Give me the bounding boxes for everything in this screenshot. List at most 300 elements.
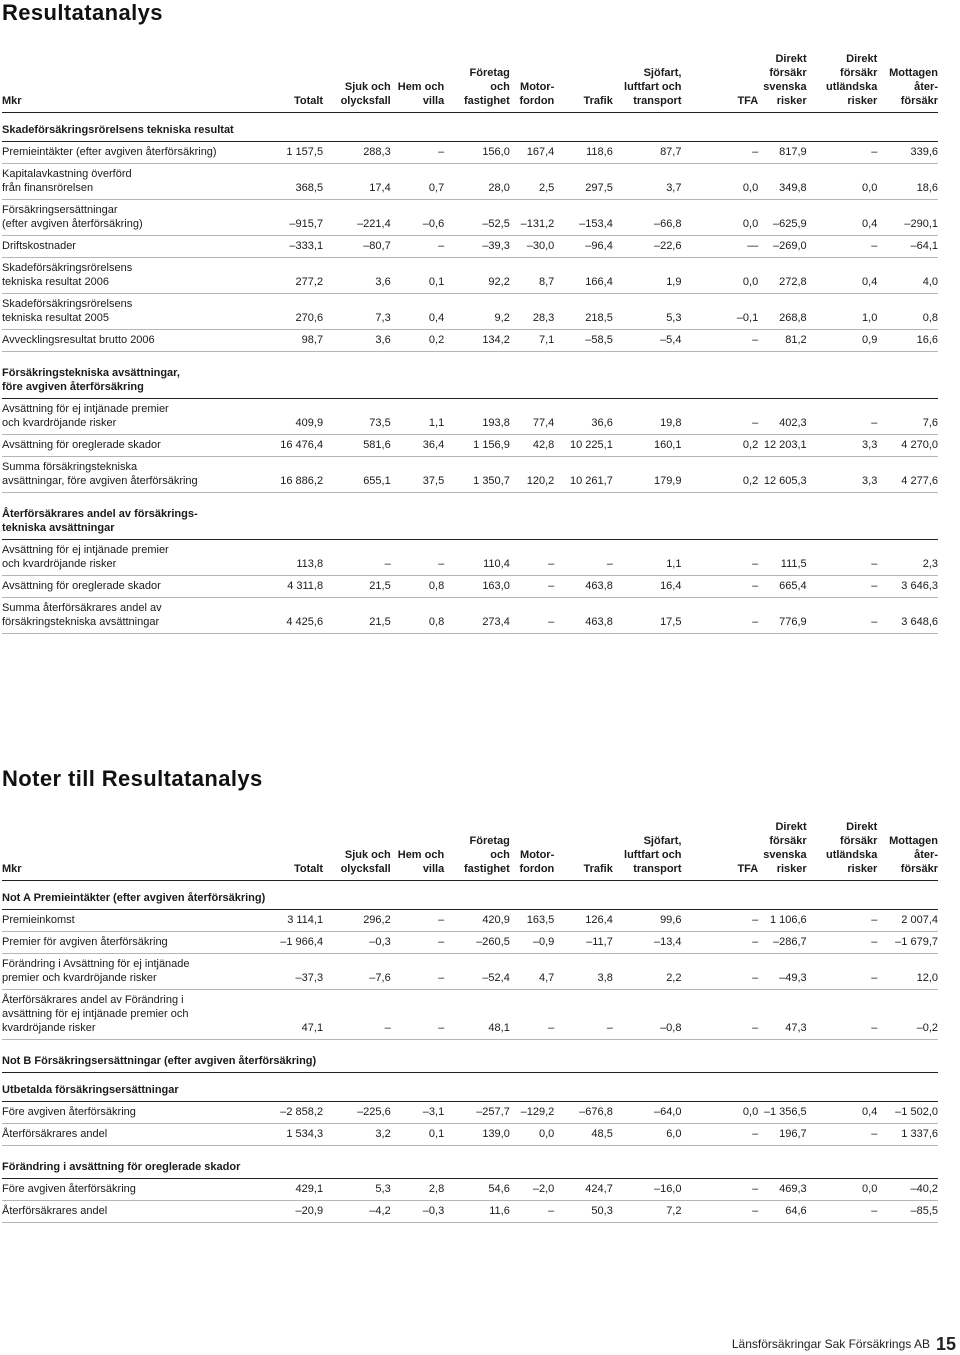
table-cell: 0,8 — [391, 576, 445, 598]
table-cell: 81,2 — [758, 330, 806, 352]
column-header: Totalt — [263, 52, 324, 113]
table-cell: –80,7 — [323, 236, 391, 258]
table-cell: – — [554, 540, 613, 576]
table-cell: –0,8 — [613, 990, 682, 1040]
row-label: Återförsäkrares andel av Förändring i avsättning för ej intjänade premier och kvardröjande risker — [2, 990, 263, 1040]
table-cell: 17,5 — [613, 598, 682, 634]
table-cell: – — [807, 1201, 878, 1223]
table-cell: 1,1 — [613, 540, 682, 576]
table-cell: 28,0 — [444, 164, 510, 200]
table-cell: 0,2 — [391, 330, 445, 352]
table-cell: –0,1 — [681, 294, 758, 330]
table-cell: 10 225,1 — [554, 435, 613, 457]
table-cell: – — [681, 1201, 758, 1223]
table-cell: – — [681, 1124, 758, 1146]
table-header-row — [2, 820, 938, 881]
table-cell: –7,6 — [323, 954, 391, 990]
table-cell: –3,1 — [391, 1102, 445, 1124]
table-cell: –0,9 — [510, 932, 554, 954]
table-cell: –225,6 — [323, 1102, 391, 1124]
table-cell: 0,0 — [807, 164, 878, 200]
table-cell: –96,4 — [554, 236, 613, 258]
table-cell: 463,8 — [554, 576, 613, 598]
table-cell: 3,6 — [323, 330, 391, 352]
column-header: Sjöfart, luftfart och transport — [613, 52, 682, 113]
column-header: Mottagen åter- försäkr — [877, 820, 938, 881]
table-cell: –153,4 — [554, 200, 613, 236]
table-cell: 160,1 — [613, 435, 682, 457]
table-cell: –1 966,4 — [263, 932, 324, 954]
table-cell: –0,3 — [323, 932, 391, 954]
table-cell: 3,3 — [807, 457, 878, 493]
column-header: Mottagen åter- försäkr — [877, 52, 938, 113]
table-row — [2, 236, 938, 258]
table-cell: 581,6 — [323, 435, 391, 457]
table-cell: 163,5 — [510, 910, 554, 932]
table-cell: – — [681, 598, 758, 634]
table-cell: 167,4 — [510, 142, 554, 164]
table-cell: 1 156,9 — [444, 435, 510, 457]
table-cell: –30,0 — [510, 236, 554, 258]
column-header: Företag och fastighet — [444, 52, 510, 113]
table-cell: 9,2 — [444, 294, 510, 330]
table-cell: 5,3 — [323, 1179, 391, 1201]
table-cell: –676,8 — [554, 1102, 613, 1124]
table-cell: – — [681, 142, 758, 164]
table-cell: 126,4 — [554, 910, 613, 932]
table-cell: –13,4 — [613, 932, 682, 954]
row-label: Avsättning för ej intjänade premier och kvardröjande risker — [2, 540, 263, 576]
table-row — [2, 1201, 938, 1223]
table-cell: 16,4 — [613, 576, 682, 598]
table-row — [2, 258, 938, 294]
table-cell: – — [807, 142, 878, 164]
table-cell: 12,0 — [877, 954, 938, 990]
table-cell: 368,5 — [263, 164, 324, 200]
notes-title: Noter till Resultatanalys — [2, 766, 263, 791]
table-cell: 0,7 — [391, 164, 445, 200]
table-cell: 36,4 — [391, 435, 445, 457]
table-row — [2, 540, 938, 576]
table-cell: 118,6 — [554, 142, 613, 164]
row-label: Avsättning för ej intjänade premier och kvardröjande risker — [2, 399, 263, 435]
table-cell: –1 356,5 — [758, 1102, 806, 1124]
table-cell: 1,9 — [613, 258, 682, 294]
table-header-row — [2, 52, 938, 113]
table-cell: 0,4 — [807, 258, 878, 294]
table-cell: 0,4 — [807, 1102, 878, 1124]
page-number: 15 — [935, 1334, 956, 1354]
table-cell: – — [807, 399, 878, 435]
table-cell: 47,1 — [263, 990, 324, 1040]
table-cell: –260,5 — [444, 932, 510, 954]
column-header: Trafik — [554, 820, 613, 881]
table-cell: –85,5 — [877, 1201, 938, 1223]
column-header: Hem och villa — [391, 820, 445, 881]
table-cell: 0,1 — [391, 1124, 445, 1146]
table-cell: –221,4 — [323, 200, 391, 236]
column-header: Direkt försäkr utländska risker — [807, 52, 878, 113]
table-cell: 98,7 — [263, 330, 324, 352]
row-label: Avsättning för oreglerade skador — [2, 576, 263, 598]
table-cell: 4 425,6 — [263, 598, 324, 634]
table-cell: 0,8 — [877, 294, 938, 330]
table-cell: – — [510, 1201, 554, 1223]
column-header: Sjuk och olycksfall — [323, 820, 391, 881]
row-label: Försäkringsersättningar (efter avgiven återförsäkring) — [2, 200, 263, 236]
table-cell: 3,6 — [323, 258, 391, 294]
table-cell: 339,6 — [877, 142, 938, 164]
table-cell: 0,9 — [807, 330, 878, 352]
table-cell: – — [391, 932, 445, 954]
table-cell: 7,2 — [613, 1201, 682, 1223]
section-heading-row — [2, 881, 938, 910]
table-cell: – — [510, 576, 554, 598]
table-row — [2, 1124, 938, 1146]
section-heading-row — [2, 113, 938, 142]
table-cell: – — [391, 910, 445, 932]
column-header: Mkr — [2, 820, 263, 881]
table-cell: – — [510, 990, 554, 1040]
table-row — [2, 932, 938, 954]
table-cell: 111,5 — [758, 540, 806, 576]
table-cell: 179,9 — [613, 457, 682, 493]
table-cell: 16 476,4 — [263, 435, 324, 457]
table-cell: –64,0 — [613, 1102, 682, 1124]
table-cell: 134,2 — [444, 330, 510, 352]
table-cell: 1,0 — [807, 294, 878, 330]
table-cell: 273,4 — [444, 598, 510, 634]
table-cell: 277,2 — [263, 258, 324, 294]
table-cell: 0,4 — [391, 294, 445, 330]
row-label: Skadeförsäkringsrörelsens tekniska resultat 2006 — [2, 258, 263, 294]
row-label: Premier för avgiven återförsäkring — [2, 932, 263, 954]
table-cell: –1 679,7 — [877, 932, 938, 954]
table-cell: 0,0 — [681, 1102, 758, 1124]
table-cell: 11,6 — [444, 1201, 510, 1223]
table-cell: 0,0 — [681, 200, 758, 236]
table-cell: 3 648,6 — [877, 598, 938, 634]
table-cell: 1 106,6 — [758, 910, 806, 932]
table-cell: 4,0 — [877, 258, 938, 294]
table-cell: –290,1 — [877, 200, 938, 236]
table-row — [2, 330, 938, 352]
row-label: Premieintäkter (efter avgiven återförsäkring) — [2, 142, 263, 164]
table-cell: – — [681, 330, 758, 352]
table-cell: 36,6 — [554, 399, 613, 435]
column-header: Företag och fastighet — [444, 820, 510, 881]
table-cell: 54,6 — [444, 1179, 510, 1201]
table-cell: – — [391, 990, 445, 1040]
section-heading-row — [2, 1073, 938, 1102]
table-cell: – — [681, 954, 758, 990]
table-cell: –0,2 — [877, 990, 938, 1040]
column-header: Direkt försäkr utländska risker — [807, 820, 878, 881]
table-cell: –1 502,0 — [877, 1102, 938, 1124]
table-cell: 3 646,3 — [877, 576, 938, 598]
table-cell: – — [807, 954, 878, 990]
table-row — [2, 142, 938, 164]
table-cell: 424,7 — [554, 1179, 613, 1201]
table-cell: –39,3 — [444, 236, 510, 258]
section-heading: Återförsäkrares andel av försäkrings- tekniska avsättningar — [2, 493, 938, 540]
table-cell: – — [807, 932, 878, 954]
table-cell: –20,9 — [263, 1201, 324, 1223]
table-cell: 409,9 — [263, 399, 324, 435]
table-cell: 113,8 — [263, 540, 324, 576]
table-cell: – — [510, 540, 554, 576]
column-header: Motor- fordon — [510, 52, 554, 113]
table-cell: – — [391, 236, 445, 258]
column-header: Totalt — [263, 820, 324, 881]
table-cell: 5,3 — [613, 294, 682, 330]
row-label: Förändring i Avsättning för ej intjänade premier och kvardröjande risker — [2, 954, 263, 990]
table-cell: – — [681, 910, 758, 932]
table-cell: 2 007,4 — [877, 910, 938, 932]
table-cell: 402,3 — [758, 399, 806, 435]
table-cell: 0,0 — [510, 1124, 554, 1146]
table-cell: 99,6 — [613, 910, 682, 932]
table-cell: 166,4 — [554, 258, 613, 294]
table-cell: –37,3 — [263, 954, 324, 990]
table-cell: 2,3 — [877, 540, 938, 576]
table-cell: 196,7 — [758, 1124, 806, 1146]
table-cell: 12 203,1 — [758, 435, 806, 457]
table-cell: 655,1 — [323, 457, 391, 493]
row-label: Kapitalavkastning överförd från finansrörelsen — [2, 164, 263, 200]
row-label: Driftskostnader — [2, 236, 263, 258]
section-heading: Not B Försäkringsersättningar (efter avgiven återförsäkring) — [2, 1040, 938, 1073]
table-row — [2, 164, 938, 200]
table-cell: 469,3 — [758, 1179, 806, 1201]
table-cell: 7,1 — [510, 330, 554, 352]
section-heading: Not A Premieintäkter (efter avgiven återförsäkring) — [2, 881, 938, 910]
table-cell: 19,8 — [613, 399, 682, 435]
table-cell: 0,8 — [391, 598, 445, 634]
table-cell: –0,6 — [391, 200, 445, 236]
table-row — [2, 399, 938, 435]
section-heading-row — [2, 352, 938, 399]
table-cell: 665,4 — [758, 576, 806, 598]
table-cell: –52,5 — [444, 200, 510, 236]
table-cell: – — [391, 954, 445, 990]
table-row — [2, 435, 938, 457]
table-cell: 268,8 — [758, 294, 806, 330]
column-header: TFA — [681, 820, 758, 881]
table-cell: 6,0 — [613, 1124, 682, 1146]
table-cell: – — [807, 910, 878, 932]
table-cell: –269,0 — [758, 236, 806, 258]
table-cell: 1 534,3 — [263, 1124, 324, 1146]
table-cell: 2,5 — [510, 164, 554, 200]
table-cell: 193,8 — [444, 399, 510, 435]
table-row — [2, 1102, 938, 1124]
row-label: Före avgiven återförsäkring — [2, 1179, 263, 1201]
column-header: Direkt försäkr svenska risker — [758, 52, 806, 113]
table-cell: 0,0 — [807, 1179, 878, 1201]
table-cell: 0,0 — [681, 258, 758, 294]
table-cell: 73,5 — [323, 399, 391, 435]
table-row — [2, 576, 938, 598]
table-cell: – — [681, 576, 758, 598]
table-cell: – — [681, 540, 758, 576]
row-label: Återförsäkrares andel — [2, 1201, 263, 1223]
table-cell: 42,8 — [510, 435, 554, 457]
section-heading-row — [2, 1040, 938, 1073]
table-cell: 817,9 — [758, 142, 806, 164]
table-cell: 21,5 — [323, 576, 391, 598]
table-cell: 139,0 — [444, 1124, 510, 1146]
table-cell: – — [554, 990, 613, 1040]
table-cell: 8,7 — [510, 258, 554, 294]
table-cell: 296,2 — [323, 910, 391, 932]
table-cell: –4,2 — [323, 1201, 391, 1223]
table-cell: 288,3 — [323, 142, 391, 164]
table-cell: –2,0 — [510, 1179, 554, 1201]
notes-table — [2, 820, 938, 1223]
table-cell: 0,0 — [681, 164, 758, 200]
page-title: Resultatanalys — [2, 0, 163, 25]
table-cell: 1 157,5 — [263, 142, 324, 164]
row-label: Premieinkomst — [2, 910, 263, 932]
table-cell: 0,4 — [807, 200, 878, 236]
table-cell: –333,1 — [263, 236, 324, 258]
table-cell: – — [807, 1124, 878, 1146]
table-cell: 270,6 — [263, 294, 324, 330]
table-cell: – — [681, 990, 758, 1040]
column-header: Hem och villa — [391, 52, 445, 113]
table-cell: 3,2 — [323, 1124, 391, 1146]
table-cell: 12 605,3 — [758, 457, 806, 493]
table-cell: 120,2 — [510, 457, 554, 493]
table-cell: –2 858,2 — [263, 1102, 324, 1124]
table-cell: 92,2 — [444, 258, 510, 294]
column-header: Motor- fordon — [510, 820, 554, 881]
table-cell: 3,3 — [807, 435, 878, 457]
table-cell: 7,3 — [323, 294, 391, 330]
table-cell: 272,8 — [758, 258, 806, 294]
table-cell: 776,9 — [758, 598, 806, 634]
table-cell: 17,4 — [323, 164, 391, 200]
table-cell: 37,5 — [391, 457, 445, 493]
table-cell: 10 261,7 — [554, 457, 613, 493]
table-cell: 87,7 — [613, 142, 682, 164]
table-cell: –129,2 — [510, 1102, 554, 1124]
table-cell: –915,7 — [263, 200, 324, 236]
table-cell: – — [807, 990, 878, 1040]
table-cell: – — [391, 540, 445, 576]
table-row — [2, 954, 938, 990]
column-header: TFA — [681, 52, 758, 113]
table-cell: 163,0 — [444, 576, 510, 598]
table-cell: 3 114,1 — [263, 910, 324, 932]
column-header: Sjöfart, luftfart och transport — [613, 820, 682, 881]
column-header: Trafik — [554, 52, 613, 113]
section-heading: Skadeförsäkringsrörelsens tekniska resultat — [2, 113, 938, 142]
table-cell: –286,7 — [758, 932, 806, 954]
row-label: Skadeförsäkringsrörelsens tekniska resultat 2005 — [2, 294, 263, 330]
table-cell: 349,8 — [758, 164, 806, 200]
section-heading-row — [2, 1146, 938, 1179]
table-cell: 3,7 — [613, 164, 682, 200]
table-cell: –5,4 — [613, 330, 682, 352]
table-cell: 4 270,0 — [877, 435, 938, 457]
footer-company: Länsförsäkringar Sak Försäkrings AB — [731, 1337, 930, 1351]
table-cell: 0,2 — [681, 435, 758, 457]
table-cell: –22,6 — [613, 236, 682, 258]
section-heading: Förändring i avsättning för oreglerade skador — [2, 1146, 938, 1179]
table-cell: 429,1 — [263, 1179, 324, 1201]
table-cell: 297,5 — [554, 164, 613, 200]
table-cell: –52,4 — [444, 954, 510, 990]
row-label: Återförsäkrares andel — [2, 1124, 263, 1146]
row-label: Summa försäkringstekniska avsättningar, före avgiven återförsäkring — [2, 457, 263, 493]
table-cell: 50,3 — [554, 1201, 613, 1223]
row-label: Avvecklingsresultat brutto 2006 — [2, 330, 263, 352]
table-cell: 16,6 — [877, 330, 938, 352]
table-row — [2, 200, 938, 236]
table-cell: — — [681, 236, 758, 258]
table-cell: –66,8 — [613, 200, 682, 236]
table-cell: 1,1 — [391, 399, 445, 435]
table-cell: 21,5 — [323, 598, 391, 634]
table-cell: 48,5 — [554, 1124, 613, 1146]
section-heading: Utbetalda försäkringsersättningar — [2, 1073, 938, 1102]
table-row — [2, 910, 938, 932]
table-cell: 48,1 — [444, 990, 510, 1040]
table-cell: 4 277,6 — [877, 457, 938, 493]
table-cell: –131,2 — [510, 200, 554, 236]
column-header: Sjuk och olycksfall — [323, 52, 391, 113]
row-label: Före avgiven återförsäkring — [2, 1102, 263, 1124]
table-cell: – — [510, 598, 554, 634]
table-cell: 463,8 — [554, 598, 613, 634]
table-cell: –625,9 — [758, 200, 806, 236]
table-cell: 3,8 — [554, 954, 613, 990]
table-cell: 156,0 — [444, 142, 510, 164]
table-cell: –40,2 — [877, 1179, 938, 1201]
table-cell: –58,5 — [554, 330, 613, 352]
row-label: Summa återförsäkrares andel av försäkringstekniska avsättningar — [2, 598, 263, 634]
table-cell: 0,1 — [391, 258, 445, 294]
table-cell: – — [807, 576, 878, 598]
column-header: Direkt försäkr svenska risker — [758, 820, 806, 881]
result-analysis-table — [2, 52, 938, 634]
table-cell: 18,6 — [877, 164, 938, 200]
table-row — [2, 990, 938, 1040]
table-cell: 64,6 — [758, 1201, 806, 1223]
table-cell: – — [681, 399, 758, 435]
table-cell: –11,7 — [554, 932, 613, 954]
table-row — [2, 457, 938, 493]
table-cell: –49,3 — [758, 954, 806, 990]
table-cell: 218,5 — [554, 294, 613, 330]
table-cell: 4 311,8 — [263, 576, 324, 598]
table-cell: 1 350,7 — [444, 457, 510, 493]
table-cell: 2,2 — [613, 954, 682, 990]
table-cell: 47,3 — [758, 990, 806, 1040]
section-heading-row — [2, 493, 938, 540]
table-row — [2, 294, 938, 330]
table-cell: 110,4 — [444, 540, 510, 576]
table-cell: – — [323, 990, 391, 1040]
table-cell: –64,1 — [877, 236, 938, 258]
row-label: Avsättning för oreglerade skador — [2, 435, 263, 457]
table-cell: – — [391, 142, 445, 164]
table-cell: 4,7 — [510, 954, 554, 990]
table-row — [2, 1179, 938, 1201]
page-footer — [732, 1334, 956, 1355]
